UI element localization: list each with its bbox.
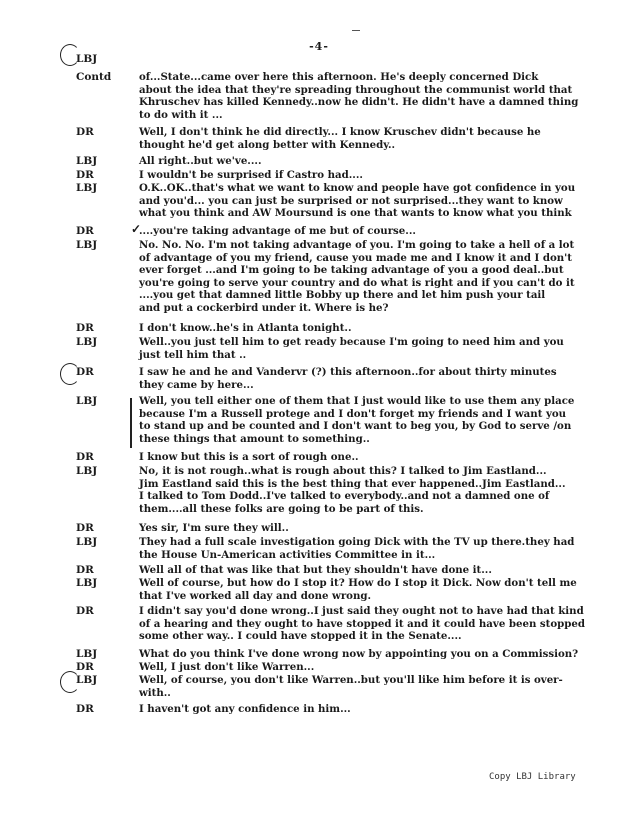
speech-text: Yes sir, I'm sure they will.. — [139, 522, 289, 534]
speech-text: All right..but we've.... — [139, 155, 262, 167]
speech-text: They had a full scale investigation going Dick with the TV up there.they had the House Un-American activities Committee in it... — [139, 536, 575, 561]
speaker-label: LBJ — [76, 395, 98, 407]
speech-text: No. No. No. I'm not taking advantage of you. I'm going to take a hell of a lot of advantage of you my friend, cause you made me and I know it and I don't ever forget ...and I'm going to be taking advantage of you a good deal..but you're going to serve your country and do what is right and if you can't do it ....you get that damned little Bobby up there and let him push your tail and put a cockerbird under it. Where is he? — [139, 239, 575, 314]
speech-text: I know but this is a sort of rough one.. — [139, 451, 359, 463]
margin-bracket-mark — [130, 398, 132, 448]
speaker-label: Contd — [76, 71, 112, 83]
speech-text: Well..you just tell him to get ready because I'm going to need him and you just tell him that .. — [139, 336, 564, 361]
speaker-label: LBJ — [76, 674, 98, 686]
speech-text: I didn't say you'd done wrong..I just said they ought not to have had that kind of a hearing and they ought to have stopped it and it could have been stopped some other way.. I could have stopped it in the Senate.... — [139, 605, 585, 643]
page-number: -4- — [309, 40, 329, 53]
speech-text: No, it is not rough..what is rough about this? I talked to Jim Eastland... Jim Eastland said this is the best thing that ever happened..Jim Eastland... I talked to Tom Dodd..I've talked to everybody..and not a damned one of them....all these folks are going to be part of this. — [139, 465, 566, 515]
speech-text: Well, I just don't like Warren... — [139, 661, 315, 673]
speaker-label: DR — [76, 661, 94, 673]
speaker-label: LBJ — [76, 155, 98, 167]
speaker-label: LBJ — [76, 336, 98, 348]
speaker-label: DR — [76, 322, 94, 334]
speaker-label: DR — [76, 703, 94, 715]
speech-text: I haven't got any confidence in him... — [139, 703, 351, 715]
speech-text: Well, you tell either one of them that I just would like to use them any place because I'm a Russell protege and I don't forget my friends and I want you to stand up and be counted and I don't want to beg you, by God to serve /on these things that amount to something.. — [139, 395, 575, 445]
speech-text: I don't know..he's in Atlanta tonight.. — [139, 322, 352, 334]
speech-text: Well all of that was like that but they shouldn't have done it... — [139, 564, 492, 576]
speech-text: O.K..OK..that's what we want to know and people have got confidence in you and you'd... you can just be surprised or not surprised...they want to know what you think and AW Moursund is one that wants to know what you think — [139, 182, 576, 220]
speaker-label: DR — [76, 225, 94, 237]
speaker-label: LBJ — [76, 53, 98, 65]
speaker-label: DR — [76, 522, 94, 534]
speech-text: I wouldn't be surprised if Castro had.... — [139, 169, 363, 181]
speaker-label: LBJ — [76, 536, 98, 548]
speaker-label: DR — [76, 451, 94, 463]
top-mark — [352, 30, 360, 31]
speech-text: ....you're taking advantage of me but of course... — [139, 225, 416, 237]
speech-text: Well, of course, you don't like Warren..but you'll like him before it is over- with.. — [139, 674, 563, 699]
speaker-label: DR — [76, 366, 94, 378]
speaker-label: LBJ — [76, 577, 98, 589]
speaker-label: LBJ — [76, 239, 98, 251]
speaker-label: DR — [76, 605, 94, 617]
speaker-label: LBJ — [76, 182, 98, 194]
library-footer: Copy LBJ Library — [489, 772, 576, 782]
speaker-label: DR — [76, 126, 94, 138]
checkmark-icon: ✓ — [131, 222, 142, 236]
speaker-label: DR — [76, 169, 94, 181]
speaker-label: DR — [76, 564, 94, 576]
speaker-label: LBJ — [76, 465, 98, 477]
speech-text: Well of course, but how do I stop it? How do I stop it Dick. Now don't tell me that I've worked all day and done wrong. — [139, 577, 577, 602]
speaker-label: LBJ — [76, 648, 98, 660]
speech-text: Well, I don't think he did directly... I know Kruschev didn't because he thought he'd get along better with Kennedy.. — [139, 126, 541, 151]
speech-text: I saw he and he and Vandervr (?) this afternoon..for about thirty minutes they came by here... — [139, 366, 557, 391]
speech-text: What do you think I've done wrong now by appointing you on a Commission? — [139, 648, 579, 660]
speech-text: of...State...came over here this afternoon. He's deeply concerned Dick about the idea that they're spreading throughout the communist world that Khruschev has killed Kennedy..now he didn't. He didn't have a damned thing to do with it ... — [139, 71, 579, 121]
